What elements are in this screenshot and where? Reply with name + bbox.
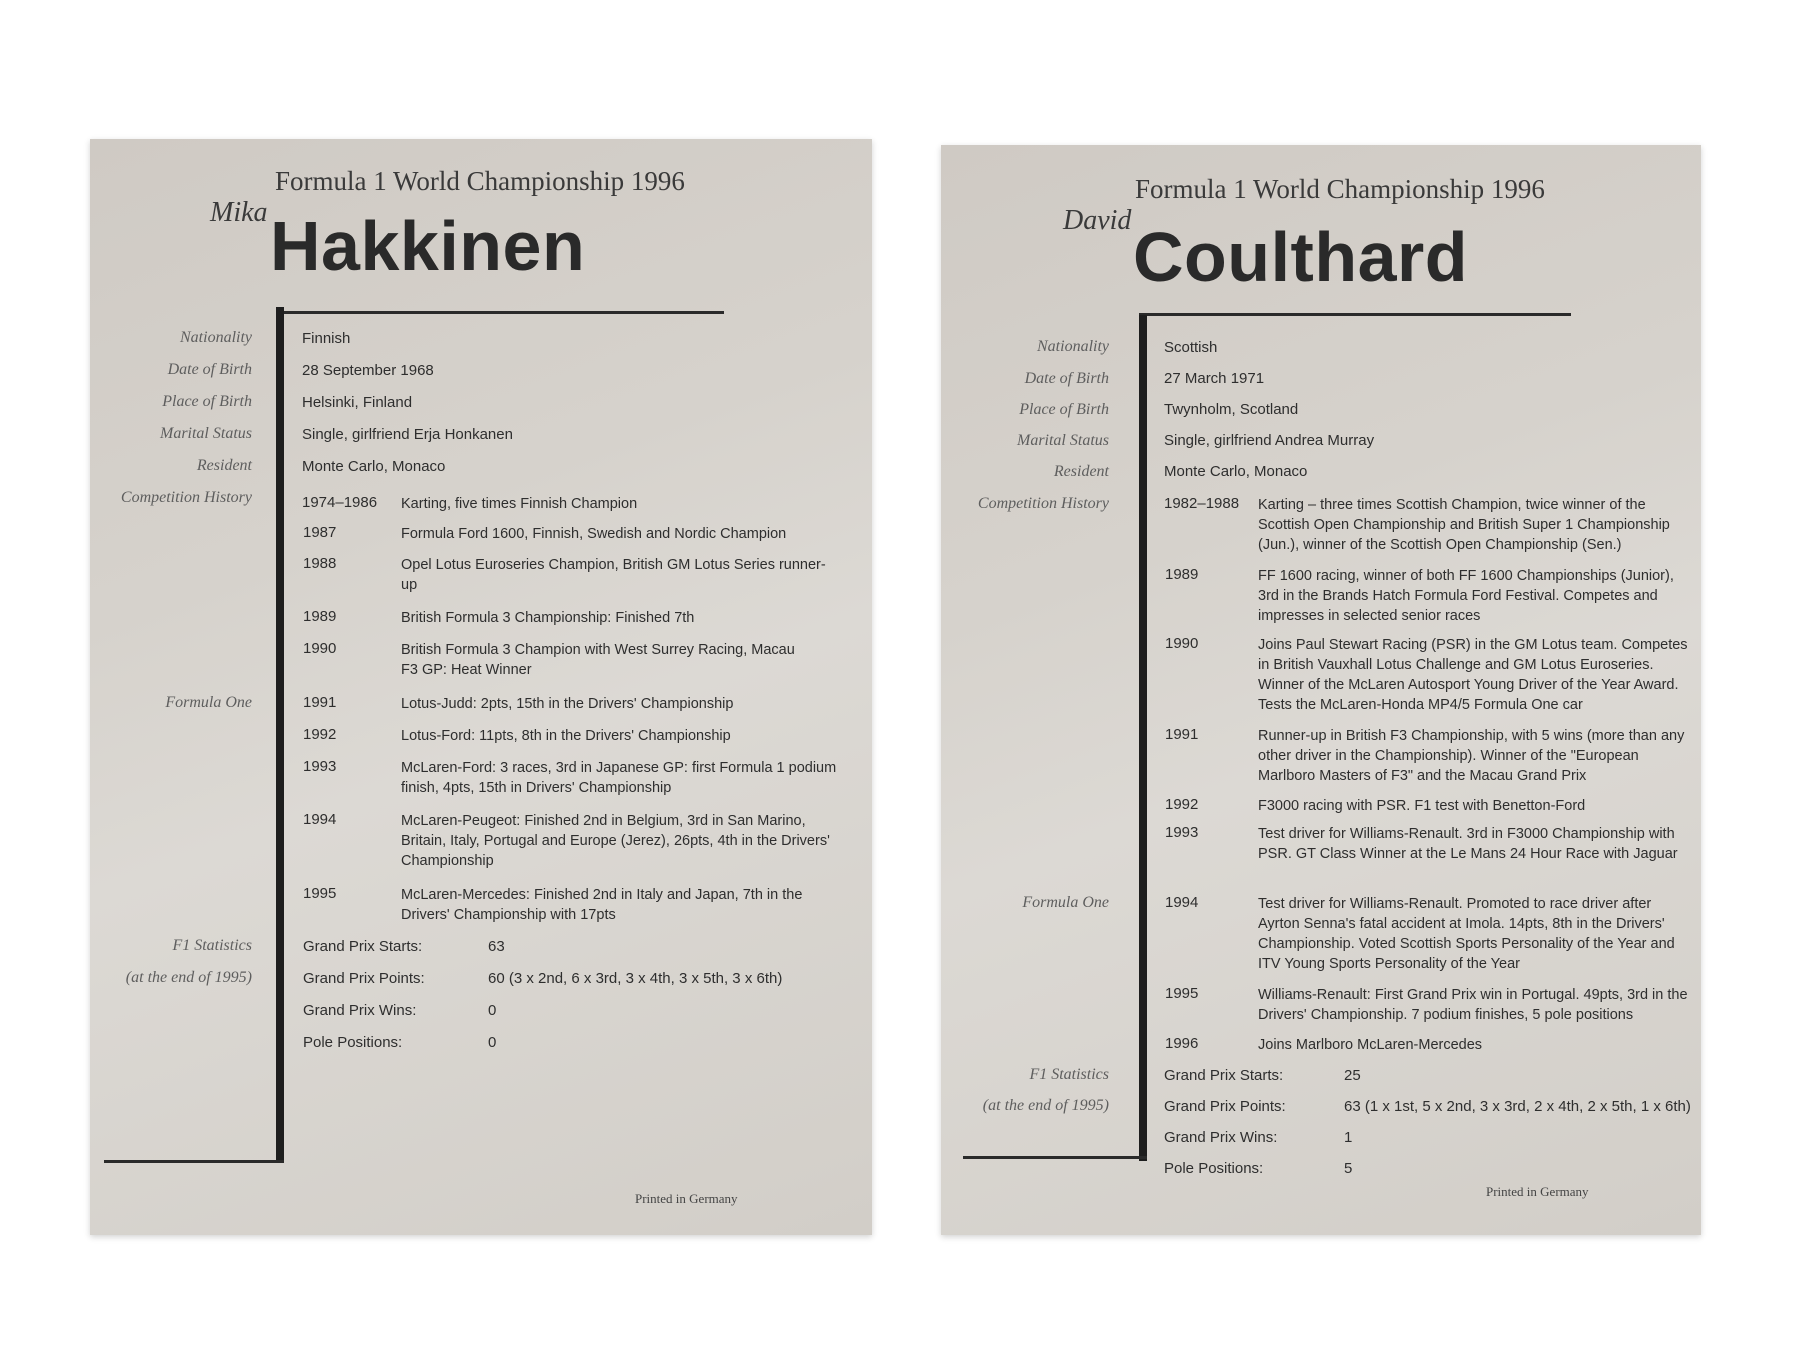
history-text: Karting, five times Finnish Champion [401, 496, 638, 512]
label-place-of-birth: Place of Birth [1019, 401, 1109, 418]
value-marital-status: Single, girlfriend Erja Honkanen [302, 426, 513, 443]
driver-first-name: David [1063, 205, 1132, 236]
driver-surname: Hakkinen [270, 207, 586, 285]
stat-value: 5 [1344, 1160, 1353, 1177]
stat-label: Grand Prix Starts: [303, 938, 423, 955]
history-text: Test driver for Williams-Renault. Promoted to race driver after Ayrton Senna's fatal accident at Imola. 14pts, 8th in the Drivers' Championship. Voted Scottish Sports Personality of the Year and ITV Young Sports Personality of the Year [1258, 896, 1675, 972]
driver-card-hakkinen [90, 139, 872, 1235]
label-formula-one: Formula One [165, 694, 252, 711]
header-rule [276, 311, 724, 314]
history-text: Runner-up in British F3 Championship, with 5 wins (more than any other driver in the Championship). Winner of the "European Marlboro Masters of F3" and the Macau Grand Prix [1258, 728, 1685, 784]
label-f1-statistics: F1 Statistics [1029, 1066, 1109, 1083]
label-at-end-of-1995: (at the end of 1995) [982, 1097, 1109, 1114]
label-competition-history: Competition History [120, 489, 252, 506]
base-rule [963, 1156, 1147, 1159]
history-text: Test driver for Williams-Renault. 3rd in F3000 Championship with PSR. GT Class Winner at the Le Mans 24 Hour Race with Jaguar [1258, 826, 1678, 862]
history-text: Joins Marlboro McLaren-Mercedes [1258, 1037, 1483, 1053]
vertical-rule [276, 307, 284, 1163]
history-year: 1991 [1165, 726, 1199, 743]
history-text: FF 1600 racing, winner of both FF 1600 Championships (Junior), 3rd in the Brands Hatch Formula Ford Festival. Competes and impresses in selected senior races [1258, 568, 1674, 624]
label-marital-status: Marital Status [1016, 432, 1109, 449]
value-place-of-birth: Helsinki, Finland [302, 394, 413, 411]
label-formula-one: Formula One [1022, 894, 1109, 911]
stat-value: 63 [488, 938, 505, 955]
history-text: Williams-Renault: First Grand Prix win in Portugal. 49pts, 3rd in the Drivers' Championship. 7 podium finishes, 5 pole positions [1258, 987, 1688, 1023]
history-year: 1987 [303, 524, 337, 541]
history-text: Karting – three times Scottish Champion, twice winner of the Scottish Open Championship and British Super 1 Championship (Jun.), winner of the Scottish Open Championship (Sen.) [1258, 497, 1670, 553]
label-nationality: Nationality [180, 329, 252, 346]
history-text: Opel Lotus Euroseries Champion, British GM Lotus Series runner-up [401, 557, 826, 593]
stat-label: Pole Positions: [303, 1034, 403, 1051]
history-text: British Formula 3 Championship: Finished 7th [401, 610, 695, 626]
history-year: 1974–1986 [302, 494, 378, 511]
label-competition-history: Competition History [977, 495, 1109, 512]
value-resident: Monte Carlo, Monaco [302, 458, 446, 475]
value-marital-status: Single, girlfriend Andrea Murray [1164, 432, 1375, 449]
card-header: Formula 1 World Championship 1996 [1135, 174, 1545, 204]
printed-in-germany: Printed in Germany [1486, 1184, 1589, 1199]
history-year: 1982–1988 [1164, 495, 1240, 512]
vertical-rule [1139, 315, 1147, 1161]
label-resident: Resident [196, 457, 252, 474]
header-rule [1139, 313, 1571, 316]
printed-in-germany: Printed in Germany [635, 1191, 738, 1206]
value-nationality: Finnish [302, 330, 351, 347]
history-text: Lotus-Ford: 11pts, 8th in the Drivers' Championship [401, 728, 731, 744]
stat-label: Grand Prix Wins: [303, 1002, 417, 1019]
label-date-of-birth: Date of Birth [1024, 370, 1109, 387]
history-year: 1994 [303, 811, 337, 828]
history-text: F3000 racing with PSR. F1 test with Benetton-Ford [1258, 798, 1586, 814]
stat-value: 1 [1344, 1129, 1353, 1146]
card-header: Formula 1 World Championship 1996 [275, 166, 685, 196]
history-year: 1989 [1165, 566, 1199, 583]
stat-label: Grand Prix Points: [303, 970, 425, 987]
history-year: 1989 [303, 608, 337, 625]
driver-card-coulthard [941, 145, 1701, 1235]
history-text: McLaren-Peugeot: Finished 2nd in Belgium, 3rd in San Marino, Britain, Italy, Portugal and Europe (Jerez), 26pts, 4th in the Drivers' Championship [401, 813, 830, 869]
stat-label: Grand Prix Starts: [1164, 1067, 1284, 1084]
stat-value: 0 [488, 1002, 497, 1019]
value-nationality: Scottish [1164, 339, 1218, 356]
history-year: 1990 [1165, 635, 1199, 652]
label-marital-status: Marital Status [159, 425, 252, 442]
history-year: 1995 [303, 885, 337, 902]
history-year: 1993 [1165, 824, 1199, 841]
stat-value: 25 [1344, 1067, 1361, 1084]
history-year: 1993 [303, 758, 337, 775]
history-year: 1990 [303, 640, 337, 657]
stat-label: Pole Positions: [1164, 1160, 1264, 1177]
history-text: McLaren-Ford: 3 races, 3rd in Japanese GP: first Formula 1 podium finish, 4pts, 15th in Drivers' Championship [401, 760, 837, 796]
history-text: Formula Ford 1600, Finnish, Swedish and Nordic Champion [401, 526, 787, 542]
history-year: 1991 [303, 694, 337, 711]
label-f1-statistics: F1 Statistics [172, 937, 252, 954]
history-year: 1996 [1165, 1035, 1199, 1052]
value-date-of-birth: 27 March 1971 [1164, 370, 1265, 387]
history-year: 1988 [303, 555, 337, 572]
stat-label: Grand Prix Wins: [1164, 1129, 1278, 1146]
label-at-end-of-1995: (at the end of 1995) [125, 969, 252, 986]
history-year: 1994 [1165, 894, 1199, 911]
value-place-of-birth: Twynholm, Scotland [1164, 401, 1299, 418]
stat-label: Grand Prix Points: [1164, 1098, 1286, 1115]
label-nationality: Nationality [1037, 338, 1109, 355]
driver-surname: Coulthard [1133, 218, 1469, 296]
base-rule [104, 1160, 284, 1163]
label-date-of-birth: Date of Birth [167, 361, 252, 378]
history-text: Joins Paul Stewart Racing (PSR) in the GM Lotus team. Competes in British Vauxhall Lotus Challenge and GM Lotus Euroseries. Winner of the McLaren Autosport Young Driver of the Year Award. Tests the McLaren-Honda MP4/5 Formula One car [1258, 637, 1688, 713]
value-date-of-birth: 28 September 1968 [302, 362, 434, 379]
history-text: Lotus-Judd: 2pts, 15th in the Drivers' Championship [401, 696, 734, 712]
stat-value: 63 (1 x 1st, 5 x 2nd, 3 x 3rd, 2 x 4th, 2 x 5th, 1 x 6th) [1344, 1098, 1691, 1115]
stat-value: 60 (3 x 2nd, 6 x 3rd, 3 x 4th, 3 x 5th, 3 x 6th) [488, 970, 783, 987]
label-resident: Resident [1053, 463, 1109, 480]
history-year: 1992 [1165, 796, 1199, 813]
value-resident: Monte Carlo, Monaco [1164, 463, 1308, 480]
label-place-of-birth: Place of Birth [162, 393, 252, 410]
history-text: British Formula 3 Champion with West Surrey Racing, Macau F3 GP: Heat Winner [401, 642, 795, 678]
driver-first-name: Mika [210, 197, 268, 228]
history-year: 1992 [303, 726, 337, 743]
history-text: McLaren-Mercedes: Finished 2nd in Italy and Japan, 7th in the Drivers' Championship with 17pts [401, 887, 803, 923]
history-year: 1995 [1165, 985, 1199, 1002]
stat-value: 0 [488, 1034, 497, 1051]
